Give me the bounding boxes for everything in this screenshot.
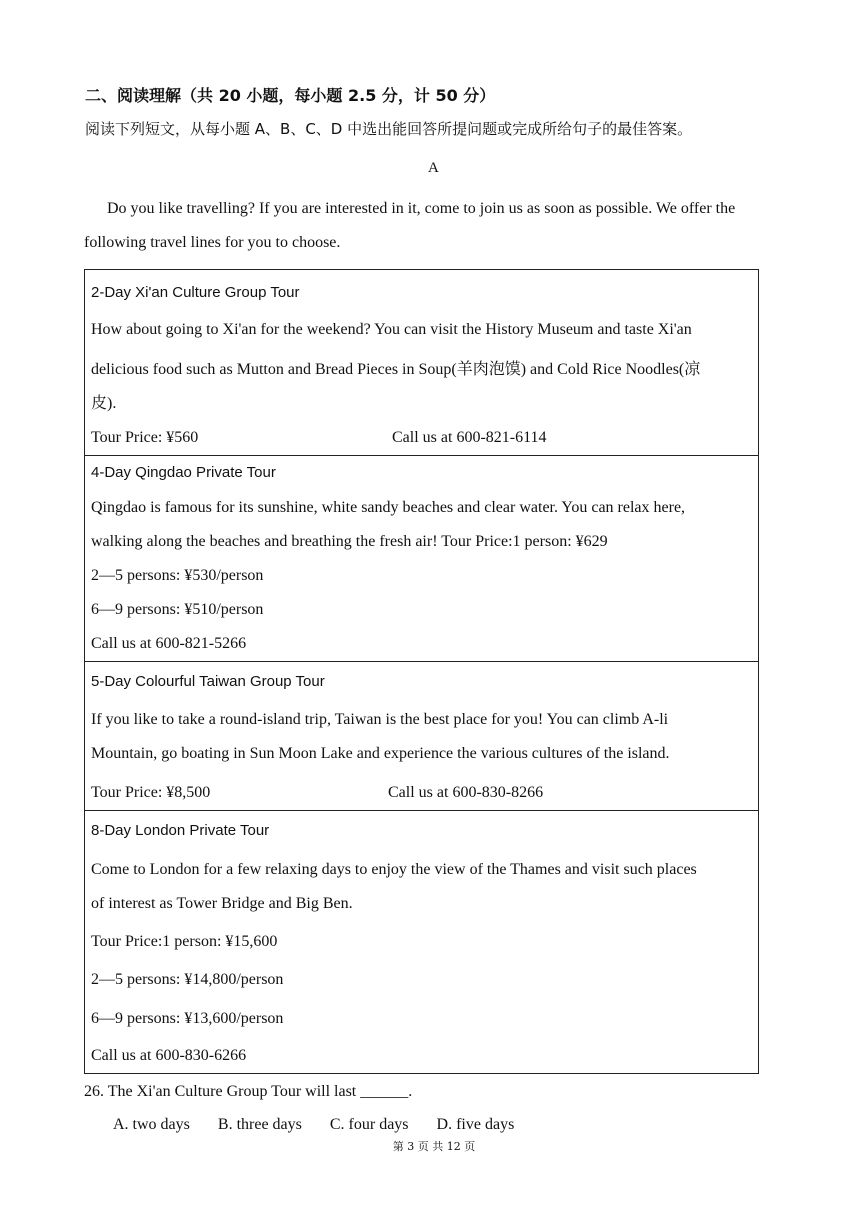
tour-row-taiwan (85, 662, 758, 811)
tour-price-line: 6—9 persons: ¥13,600/person (91, 1010, 284, 1027)
tour-desc-line: 皮). (91, 395, 117, 412)
passage-label: A (428, 160, 439, 176)
tour-table (84, 269, 759, 1074)
tour-price-line: 2—5 persons: ¥14,800/person (91, 971, 284, 988)
tour-price-line: 2—5 persons: ¥530/person (91, 567, 264, 584)
tour-title: 5-Day Colourful Taiwan Group Tour (91, 673, 325, 690)
intro-line-2: following travel lines for you to choose. (84, 234, 341, 251)
page-footer: 第 3 页 共 12 页 (392, 1140, 476, 1153)
option-b[interactable]: B. three days (217, 1116, 302, 1133)
tour-desc-line: How about going to Xi'an for the weekend? You can visit the History Museum and taste Xi'an (91, 321, 692, 338)
tour-phone: Call us at 600-830-6266 (91, 1047, 247, 1064)
tour-phone: Call us at 600-821-5266 (91, 635, 247, 652)
option-a[interactable]: A. two days (113, 1116, 190, 1133)
question-26: 26. The Xi'an Culture Group Tour will last ______. (84, 1083, 413, 1100)
tour-desc-line: delicious food such as Mutton and Bread Pieces in Soup(羊肉泡馍) and Cold Rice Noodles(凉 (91, 361, 701, 378)
option-d[interactable]: D. five days (436, 1116, 515, 1133)
section-instructions: 阅读下列短文，从每小题 A、B、C、D 中选出能回答所提问题或完成所给句子的最佳答案。 (85, 120, 693, 138)
section-title: 二、阅读理解（共 20 小题，每小题 2.5 分，计 50 分） (85, 86, 496, 105)
tour-row-xian (85, 270, 758, 456)
tour-phone: Call us at 600-821-6114 (392, 429, 547, 446)
tour-price: Tour Price: ¥8,500 (91, 784, 211, 801)
intro-line-1: Do you like travelling? If you are interested in it, come to join us as soon as possible. We offer the (107, 200, 736, 217)
tour-title: 2-Day Xi'an Culture Group Tour (91, 284, 300, 301)
tour-desc-line: Come to London for a few relaxing days to enjoy the view of the Thames and visit such places (91, 861, 697, 878)
tour-phone: Call us at 600-830-8266 (388, 784, 544, 801)
tour-title: 4-Day Qingdao Private Tour (91, 464, 276, 481)
tour-desc-line: walking along the beaches and breathing the fresh air! Tour Price:1 person: ¥629 (91, 533, 608, 550)
tour-price: Tour Price: ¥560 (91, 429, 199, 446)
tour-row-london (85, 811, 758, 1074)
tour-price-line: Tour Price:1 person: ¥15,600 (91, 933, 278, 950)
tour-desc-line: If you like to take a round-island trip, Taiwan is the best place for you! You can climb A-li (91, 711, 669, 728)
tour-desc-line: of interest as Tower Bridge and Big Ben. (91, 895, 353, 912)
option-c[interactable]: C. four days (329, 1116, 409, 1133)
tour-desc-line: Qingdao is famous for its sunshine, white sandy beaches and clear water. You can relax here, (91, 499, 686, 516)
question-26-options (113, 1116, 538, 1134)
tour-desc-line: Mountain, go boating in Sun Moon Lake and experience the various cultures of the island. (91, 745, 670, 762)
tour-row-qingdao (85, 456, 758, 662)
tour-price-line: 6—9 persons: ¥510/person (91, 601, 264, 618)
tour-title: 8-Day London Private Tour (91, 822, 270, 839)
